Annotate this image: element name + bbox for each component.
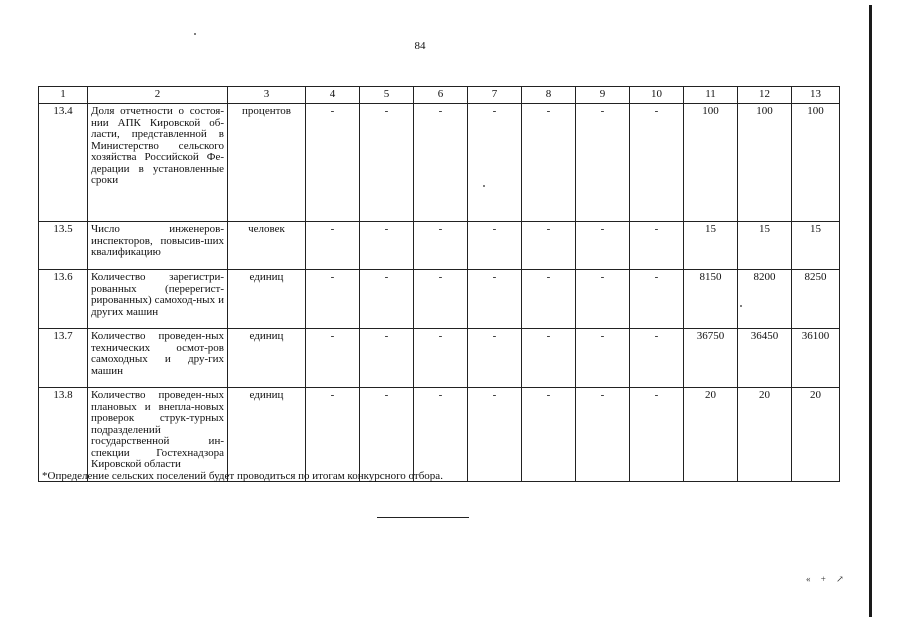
row-unit: человек (228, 222, 306, 270)
scan-speck (740, 305, 742, 307)
row-value: - (576, 329, 630, 388)
row-value: - (360, 329, 414, 388)
row-value: - (468, 104, 522, 222)
row-value: - (630, 104, 684, 222)
scan-edge-bar (869, 5, 872, 617)
row-value: 36750 (684, 329, 738, 388)
row-value: 36450 (738, 329, 792, 388)
table-row (39, 388, 840, 482)
row-value: - (360, 388, 414, 482)
row-value: - (360, 104, 414, 222)
row-value: - (522, 388, 576, 482)
row-value: - (306, 104, 360, 222)
column-header: 2 (88, 87, 228, 104)
row-unit: единиц (228, 270, 306, 329)
row-description: Число инженеров-инспекторов, повысив-ших квалификацию (88, 222, 228, 270)
column-header: 5 (360, 87, 414, 104)
column-header: 12 (738, 87, 792, 104)
row-value: - (468, 222, 522, 270)
column-header: 6 (414, 87, 468, 104)
row-number: 13.7 (39, 329, 88, 388)
row-description: Количество зарегистри-рованных (перерегист-рированных) самоход-ных и других машин (88, 270, 228, 329)
row-number: 13.4 (39, 104, 88, 222)
row-value: - (522, 329, 576, 388)
row-value: - (306, 388, 360, 482)
indicators-table (38, 86, 840, 482)
column-header: 10 (630, 87, 684, 104)
row-value: 100 (684, 104, 738, 222)
row-value: 15 (792, 222, 840, 270)
row-value: - (414, 388, 468, 482)
table-row (39, 104, 840, 222)
table-row (39, 222, 840, 270)
row-unit: единиц (228, 329, 306, 388)
row-description: Количество проведен-ных плановых и внепла-новых проверок струк-турных подразделений государственной ин-спекции Гостехнадзора Кировской области (88, 388, 228, 482)
row-number: 13.6 (39, 270, 88, 329)
row-value: - (360, 270, 414, 329)
row-value: 8200 (738, 270, 792, 329)
row-value: - (306, 270, 360, 329)
row-value: - (630, 222, 684, 270)
row-value: 20 (684, 388, 738, 482)
row-value: - (414, 329, 468, 388)
column-header: 8 (522, 87, 576, 104)
row-value: 100 (738, 104, 792, 222)
row-value: - (414, 222, 468, 270)
row-value: 20 (738, 388, 792, 482)
row-value: - (414, 270, 468, 329)
row-value: - (414, 104, 468, 222)
column-header: 13 (792, 87, 840, 104)
row-value: - (468, 388, 522, 482)
row-value: - (576, 104, 630, 222)
table-header-row (39, 87, 840, 104)
row-value: - (576, 222, 630, 270)
row-number: 13.8 (39, 388, 88, 482)
row-value: - (306, 222, 360, 270)
row-value: 15 (684, 222, 738, 270)
row-value: - (522, 222, 576, 270)
column-header: 4 (306, 87, 360, 104)
row-value: 20 (792, 388, 840, 482)
row-value: - (630, 329, 684, 388)
row-value: - (522, 104, 576, 222)
column-header: 11 (684, 87, 738, 104)
footnote-divider (377, 517, 469, 518)
column-header: 3 (228, 87, 306, 104)
row-value: - (522, 270, 576, 329)
row-value: - (468, 270, 522, 329)
row-value: - (360, 222, 414, 270)
footnote: *Определение сельских поселений будет проводиться по итогам конкурсного отбора. (42, 470, 443, 482)
row-value: - (306, 329, 360, 388)
row-value: - (576, 388, 630, 482)
row-unit: единиц (228, 388, 306, 482)
row-value: 8150 (684, 270, 738, 329)
row-value: 15 (738, 222, 792, 270)
table-row (39, 270, 840, 329)
row-unit: процентов (228, 104, 306, 222)
row-value: - (576, 270, 630, 329)
row-value: 36100 (792, 329, 840, 388)
row-value: - (630, 270, 684, 329)
row-value: 100 (792, 104, 840, 222)
scan-marks: « + ↗ (806, 574, 848, 584)
column-header: 7 (468, 87, 522, 104)
row-description: Доля отчетности о состоя-нии АПК Кировской об-ласти, представленной в Министерство сельского хозяйства Российской Фе-дерации в установленные сроки (88, 104, 228, 222)
scan-speck (194, 33, 196, 35)
scan-speck (483, 185, 485, 187)
table-row (39, 329, 840, 388)
page-number: 84 (414, 40, 426, 52)
column-header: 9 (576, 87, 630, 104)
column-header: 1 (39, 87, 88, 104)
row-value: - (630, 388, 684, 482)
row-number: 13.5 (39, 222, 88, 270)
row-value: 8250 (792, 270, 840, 329)
row-value: - (468, 329, 522, 388)
row-description: Количество проведен-ных технических осмот-ров самоходных и дру-гих машин (88, 329, 228, 388)
